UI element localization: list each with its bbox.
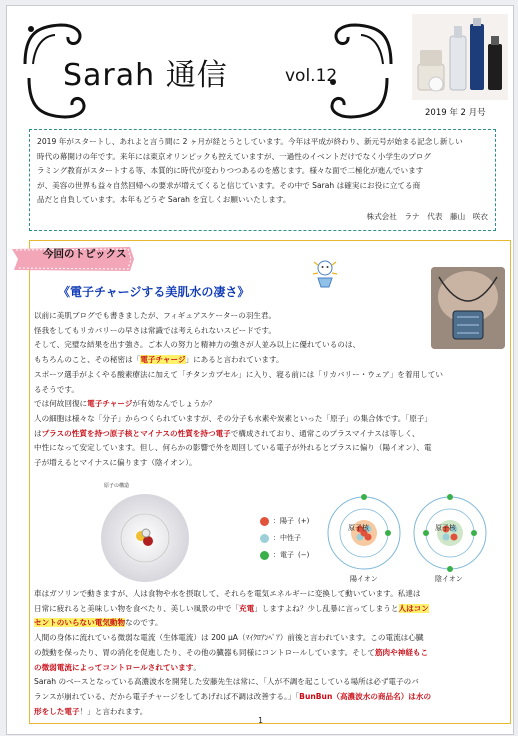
text-line <box>34 383 504 398</box>
text-line <box>34 324 504 339</box>
volume-number: vol.12 <box>285 66 338 86</box>
emphasis-text: 人はコン <box>398 603 429 613</box>
text-line <box>34 353 504 368</box>
text-line <box>34 412 504 427</box>
emphasis-text: プラスの性質を持つ原子核とマイナスの性質を持つ電子 <box>41 428 231 438</box>
signature: 株式会社 ラナ 代表 藤山 咲衣 <box>366 211 488 221</box>
atom-caption: 原子の構造 <box>104 483 130 489</box>
text-line <box>34 661 504 676</box>
body-text: なのです。 <box>125 618 163 628</box>
ion-diagram <box>318 487 498 597</box>
body-text: 子が増えるとマイナスに偏ります（陰イオン）。 <box>34 458 197 468</box>
proton-icon <box>260 517 269 526</box>
greeting-text <box>37 135 488 208</box>
body-text: るそうです。 <box>34 384 79 394</box>
text-line <box>34 441 504 456</box>
electron-icon <box>260 551 269 560</box>
text-line <box>34 602 504 617</box>
product-bottles-image <box>412 14 508 100</box>
issue-date: 2019 年 2 月号 <box>425 108 486 118</box>
topics-banner-label: 今回のトピックス <box>43 248 127 260</box>
body-text: が有効なんでしょうか？ <box>132 399 216 409</box>
legend-neutron <box>260 530 309 547</box>
anion-label: 陰イオン <box>435 575 463 583</box>
legend-label: ：電子 <box>273 551 294 559</box>
body-text: 怪我をしてもリカバリーの早さは常識では考えられないスピードです。 <box>34 325 277 335</box>
diagram-legend <box>260 513 309 564</box>
text-line <box>34 397 504 412</box>
emphasis-text: 形をした電子 <box>34 706 80 716</box>
body-text: 」しますよね？少し乱暴に言ってしまうと <box>254 603 399 613</box>
body-text: 以前に美肌ブログでも書きましたが、フィギュアスケーターの羽生君。 <box>34 311 277 320</box>
greeting-line: 時代の幕開けの年です。来年には東京オリンピックも控えていますが、一過性のイベントだけでなく小学生のプログ <box>37 151 431 161</box>
anion-illustration <box>414 494 486 572</box>
body-text: Sarah のベースとなっている高濃波水を開発した安藤先生は常に、「人が不調を起こしている場所は必ず電子のバ <box>34 677 419 687</box>
text-line <box>34 427 504 442</box>
article-heading: 《電子チャージする美肌水の凄さ》 <box>58 285 250 299</box>
greeting-line: が、美容の世界も益々自然回帰への要求が増えてくると信じています。その中で Sarah は確実にお役に立てる商 <box>37 180 421 190</box>
body-text: は <box>34 428 42 438</box>
greeting-line: 2019 年がスタートし、あれよと言う間に 2 ヶ月が経とうとしています。今年は平成が終わり、新元号が始まる記念し新しい <box>37 137 463 146</box>
text-line <box>34 368 504 383</box>
body-text: スポーツ選手がよくやる酸素療法に加えて「チタンカプセル」に入り、寝る前には「リカバリー・ウェア」を着用してい <box>34 369 443 379</box>
body-text: で構成されており、通常このプラスマイナスは等しく、 <box>230 428 420 438</box>
body-text: そして、完璧な結果を出す強さ。ご本人の努力と精神力の強さが人並み以上に優れているのは、 <box>34 340 361 350</box>
ornament-top-right <box>327 20 395 68</box>
greeting-line: ラミング教育がスタートする等、本質的に時代が変わりつつあるのを感じます。様々な面で二極化が進んでいます <box>37 166 424 176</box>
body-text: では何故回復に <box>34 399 88 409</box>
emphasis-text: 筋肉や神経もこ <box>374 647 429 657</box>
body-text: 中性になって安定しています。但し、何らかの影響で外を周回している電子が外れるとプラスに偏り（陽イオン）、電 <box>34 443 432 453</box>
legend-electron <box>260 547 309 564</box>
cation-nucleus-label: 原子核 <box>348 524 369 532</box>
legend-label: ：中性子 <box>273 534 301 542</box>
text-line <box>34 587 504 602</box>
neutron-icon <box>260 534 269 543</box>
emphasis-text: 電子チャージ <box>140 355 186 365</box>
body-text: もちろんのこと、その秘密は「 <box>34 355 141 365</box>
legend-symbol: (+) <box>298 517 310 525</box>
body-text: 人の細胞は様々な「分子」からつくられていますが、その分子も水素や炭素といった「原子」の集合体です。「原子」 <box>34 413 432 423</box>
anion-nucleus-label: 原子核 <box>435 524 456 532</box>
emphasis-text: 電子チャージ <box>87 399 133 409</box>
body-text: 車はガソリンで動きますが、人は食物や水を摂取して、それらを電気エネルギーに変換して動いています。私達は <box>34 589 421 598</box>
greeting-line: 品だと自負しています。本年もどうぞ Sarah を宜しくお願いいたします。 <box>37 195 291 205</box>
text-line <box>34 646 504 661</box>
text-line <box>34 690 504 705</box>
body-text: 日常に疲れると美味しい物を食べたり、美しい風景の中で「 <box>34 603 240 613</box>
text-line <box>34 309 504 324</box>
text-line <box>34 616 504 631</box>
article-paragraph-1 <box>34 309 504 471</box>
cation-label: 陽イオン <box>350 575 378 583</box>
text-line <box>34 675 504 690</box>
body-text: ランスが崩れている、だから電子チャージをしてあげれば不調は改善する。」「 <box>34 691 300 701</box>
greeting-box <box>29 129 496 231</box>
page-number: 1 <box>258 716 264 725</box>
emphasis-text: の微弱電流によってコントロールされています <box>34 662 194 672</box>
text-line <box>34 631 504 646</box>
document-page <box>6 5 514 735</box>
body-text: ！」と言われます。 <box>79 706 148 716</box>
text-line <box>34 705 504 720</box>
text-line <box>34 338 504 353</box>
mascot-illustration <box>308 256 342 290</box>
article-paragraph-2 <box>34 587 504 719</box>
body-text: の鼓動を保ったり、胃の消化を促進したり、その他の臓器も同様にコントロールしています。そして <box>34 647 375 657</box>
newsletter-title: Sarah 通信 <box>63 58 228 93</box>
body-text: 」にあると言われています。 <box>185 355 284 365</box>
legend-label: ：陽子 <box>273 517 294 525</box>
emphasis-text: BunBun（高濃波水の商品名）は水の <box>299 691 432 701</box>
text-line <box>34 456 504 471</box>
atom-structure-diagram <box>90 486 200 586</box>
topics-section <box>29 240 511 724</box>
emphasis-text: 充電 <box>239 603 255 613</box>
body-text: 。 <box>193 662 201 672</box>
emphasis-text: セントのいらない電気動物 <box>34 618 126 628</box>
body-text: 人間の身体に流れている微弱な電流（生体電流）は 200 μA（ﾏｲｸﾛｱﾝﾍﾟｱ）前後と言われています。この電流は心臓 <box>34 633 424 643</box>
legend-symbol: (−) <box>298 551 310 559</box>
legend-proton <box>260 513 309 530</box>
